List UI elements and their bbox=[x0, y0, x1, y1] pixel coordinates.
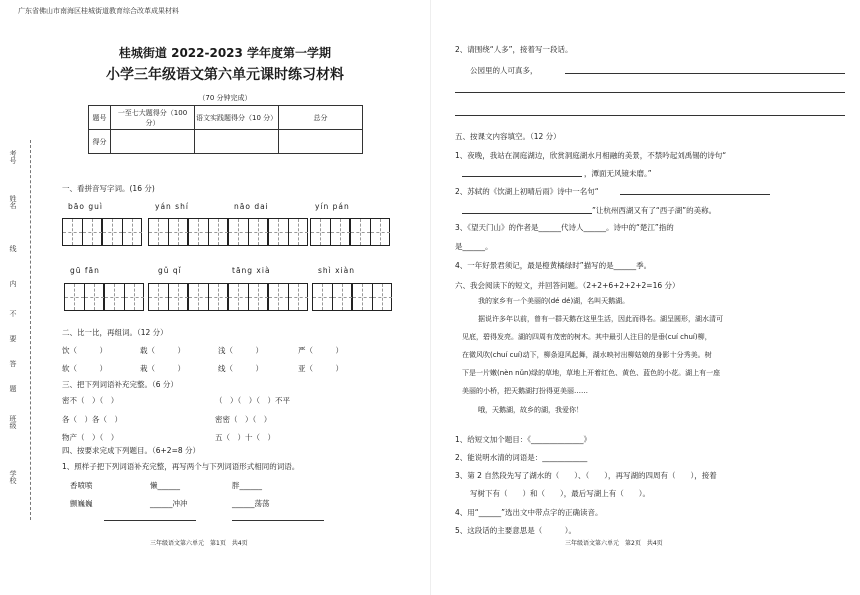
side-label: 班级 bbox=[9, 415, 17, 429]
pinyin-label: yín pán bbox=[315, 202, 350, 211]
writing-grid[interactable] bbox=[188, 283, 228, 311]
section-2-heading: 二、比一比，再组词。（12 分） bbox=[62, 328, 168, 337]
idiom-fill[interactable]: 密不（ ）（ ） bbox=[62, 396, 119, 405]
writing-grid[interactable] bbox=[268, 283, 308, 311]
answer-line[interactable] bbox=[620, 194, 770, 195]
section-4-heading: 四、按要求完成下列题目。（6+2=8 分） bbox=[62, 446, 201, 455]
side-label: 线 bbox=[9, 245, 17, 252]
answer-line[interactable] bbox=[455, 92, 845, 93]
compare-item[interactable]: 栽（ ） bbox=[140, 364, 185, 373]
fill-question: 3、《望天门山》的作者是______代诗人______。诗中的“楚江”指的 bbox=[455, 223, 674, 232]
page-fold bbox=[430, 0, 431, 595]
writing-grid[interactable] bbox=[62, 218, 102, 246]
side-label: 不 bbox=[9, 310, 17, 317]
word-blank[interactable]: ______冲冲 bbox=[150, 499, 188, 508]
writing-grid[interactable] bbox=[102, 218, 142, 246]
side-label: 姓名 bbox=[9, 195, 17, 209]
exam-title-line2: 小学三年级语文第六单元课时练习材料 bbox=[106, 67, 344, 83]
exam-title-line1: 桂城街道 2022-2023 学年度第一学期 bbox=[118, 46, 332, 60]
passage-line: 我的家乡有一个美丽的(dé dé)湖，名叫天鹅湖。 bbox=[478, 297, 630, 305]
idiom-fill[interactable]: 五（ ）十（ ） bbox=[215, 433, 275, 442]
word-blank[interactable]: 懒______ bbox=[150, 481, 180, 490]
passage-line: 见底，碧得发亮。湖的四周有茂密的树木。其中最引人注目的是垂(cuí chuí)柳， bbox=[462, 333, 712, 341]
reading-question[interactable]: 3、第 2 自然段先写了湖水的（ ）、（ ），再写湖的四周有（ ），接着 bbox=[455, 471, 717, 480]
writing-grid[interactable] bbox=[104, 283, 144, 311]
question-2-start: 公园里的人可真多， bbox=[470, 66, 538, 75]
score-row-label: 得分 bbox=[89, 130, 111, 154]
answer-line[interactable] bbox=[455, 115, 845, 116]
side-label: 学校 bbox=[9, 470, 17, 484]
writing-grid[interactable] bbox=[188, 218, 228, 246]
section-1-heading: 一、看拼音写字词。(16 分) bbox=[62, 184, 155, 193]
question-2: 2、请围绕“人多”，接着写一段话。 bbox=[455, 45, 573, 54]
question-4-1: 1、照样子把下列词语补充完整，再写两个与下列词语形式相同的词语。 bbox=[62, 462, 300, 471]
fill-question: 是______。 bbox=[455, 242, 493, 251]
pinyin-label: gū fān bbox=[70, 266, 100, 275]
side-label: 考号 bbox=[9, 150, 17, 164]
section-6-heading: 六、我会阅读下的短文，并回答问题。（2+2+6+2+2+2=16 分） bbox=[455, 281, 680, 290]
pinyin-label: shì xiàn bbox=[318, 266, 356, 275]
score-header: 语文实践题得分（10 分） bbox=[195, 106, 279, 130]
writing-grid[interactable] bbox=[148, 283, 188, 311]
writing-grid[interactable] bbox=[228, 218, 268, 246]
writing-grid[interactable] bbox=[352, 283, 392, 311]
idiom-fill[interactable]: 各（ ）各（ ） bbox=[62, 415, 122, 424]
compare-item[interactable]: 亚（ ） bbox=[298, 364, 343, 373]
score-header: 题号 bbox=[89, 106, 111, 130]
writing-grid[interactable] bbox=[312, 283, 352, 311]
answer-line[interactable] bbox=[104, 520, 196, 521]
score-cell[interactable] bbox=[279, 130, 363, 154]
score-cell[interactable] bbox=[111, 130, 195, 154]
fill-question: 2、苏轼的《饮湖上初晴后雨》诗中一名句“ bbox=[455, 187, 599, 196]
compare-item[interactable]: 线（ ） bbox=[218, 364, 263, 373]
reading-question[interactable]: 5、这段话的主要意思是（ ）。 bbox=[455, 526, 577, 535]
reading-question[interactable]: 2、能说明水清的词语是：____________ bbox=[455, 453, 588, 462]
passage-line: 哦，天鹅湖，故乡的湖，我爱你！ bbox=[478, 406, 583, 414]
reading-question[interactable]: 4、用“______”选出文中带点字的正确读音。 bbox=[455, 508, 603, 517]
writing-grid[interactable] bbox=[64, 283, 104, 311]
page-footer: 三年级语文第六单元 第2页 共4页 bbox=[565, 540, 663, 547]
score-table bbox=[88, 105, 363, 154]
compare-item[interactable]: 严（ ） bbox=[298, 346, 343, 355]
section-5-heading: 五、按课文内容填空。（12 分） bbox=[455, 132, 561, 141]
page-footer: 三年级语文第六单元 第1页 共4页 bbox=[150, 540, 248, 547]
example-word: 颤巍巍 bbox=[70, 499, 93, 508]
header-note: 广东省佛山市南海区桂城街道教育综合改革成果材料 bbox=[18, 7, 179, 15]
reading-question[interactable]: 1、给短文加个题目：《______________》 bbox=[455, 435, 592, 444]
answer-line[interactable] bbox=[462, 176, 582, 177]
exam-duration: （70 分钟完成） bbox=[198, 94, 252, 102]
compare-item[interactable]: 软（ ） bbox=[62, 364, 107, 373]
compare-item[interactable]: 饮（ ） bbox=[62, 346, 107, 355]
score-cell[interactable] bbox=[195, 130, 279, 154]
section-3-heading: 三、把下列词语补充完整。（6 分） bbox=[62, 380, 178, 389]
writing-grid[interactable] bbox=[148, 218, 188, 246]
fill-question: ，潭面无风镜未磨。” bbox=[584, 169, 652, 178]
side-label: 答 bbox=[9, 360, 17, 367]
word-blank[interactable]: 胖______ bbox=[232, 481, 262, 490]
score-header: 一至七大题得分（100 分） bbox=[111, 106, 195, 130]
side-label: 题 bbox=[9, 385, 17, 392]
passage-line: 美丽的小桥，把天鹅湖打扮得更美丽…… bbox=[462, 387, 588, 395]
side-label: 要 bbox=[9, 335, 17, 342]
pinyin-label: nāo dai bbox=[234, 202, 269, 211]
idiom-fill[interactable]: 密密（ ）（ ） bbox=[215, 415, 272, 424]
writing-grid[interactable] bbox=[228, 283, 268, 311]
fill-question: 1、夜晚，我站在洞庭湖边，欣赏洞庭湖水月相融的美景，不禁吟起刘禹锡的诗句“ bbox=[455, 151, 727, 160]
binding-margin bbox=[6, 150, 28, 510]
answer-line[interactable] bbox=[462, 213, 592, 214]
pinyin-label: gǔ qǐ bbox=[158, 266, 182, 275]
cut-line bbox=[30, 140, 31, 520]
compare-item[interactable]: 载（ ） bbox=[140, 346, 185, 355]
reading-question[interactable]: 写树下有（ ）和（ ），最后写湖上有（ ）。 bbox=[470, 489, 650, 498]
passage-line: 下是一片嫩(nèn nǔn)绿的草地，草地上开着红色、黄色、蓝色的小花。湖上有一座 bbox=[462, 369, 721, 377]
fill-question: ”让杭州西湖又有了“西子湖”的美称。 bbox=[592, 206, 717, 215]
fill-question: 4、一年好景君须记，最是橙黄橘绿时”描写的是______季。 bbox=[455, 261, 652, 270]
idiom-fill[interactable]: 物产（ ）（ ） bbox=[62, 433, 119, 442]
example-word: 香喷喷 bbox=[70, 481, 93, 490]
answer-line[interactable] bbox=[565, 73, 845, 74]
writing-grid[interactable] bbox=[310, 218, 350, 246]
passage-line: 据说许多年以前，曾有一群天鹅在这里生活，因此而得名。湖呈圆形，湖水清可 bbox=[478, 315, 723, 323]
pinyin-label: yán shí bbox=[155, 202, 189, 211]
writing-grid[interactable] bbox=[350, 218, 390, 246]
passage-line: 在微风吹(chuí cuí)动下，柳条迎风起舞，湖水映衬出柳姑娘的身影十分秀美。树 bbox=[462, 351, 712, 359]
compare-item[interactable]: 浅（ ） bbox=[218, 346, 263, 355]
pinyin-label: bāo guì bbox=[68, 202, 103, 211]
writing-grid[interactable] bbox=[268, 218, 308, 246]
answer-line[interactable] bbox=[232, 520, 324, 521]
score-header: 总分 bbox=[279, 106, 363, 130]
pinyin-label: tāng xià bbox=[232, 266, 271, 275]
idiom-fill[interactable]: （ ）（ ）（ ）不平 bbox=[215, 396, 290, 405]
side-label: 内 bbox=[9, 280, 17, 287]
word-blank[interactable]: ______荡荡 bbox=[232, 499, 270, 508]
